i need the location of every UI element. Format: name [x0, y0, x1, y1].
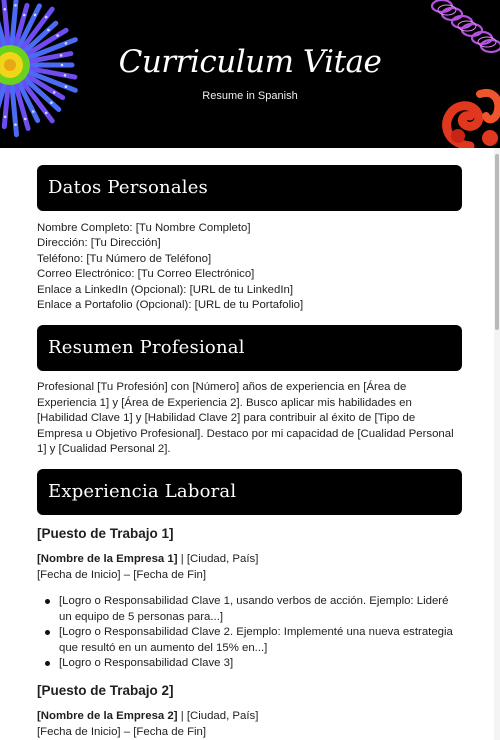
personal-phone-line: Teléfono: [Tu Número de Teléfono]	[37, 252, 212, 265]
job-title: [Puesto de Trabajo 2]	[37, 683, 174, 699]
achievement-item: [Logro o Responsabilidad Clave 1, usando verbos de acción. Ejemplo: Lideré un equipo de 5 personas para...]	[37, 594, 462, 625]
section-header-summary: Resumen Profesional	[37, 325, 462, 371]
cv-title: Curriculum Vitae	[118, 44, 382, 80]
personal-address-line: Dirección: [Tu Dirección]	[37, 237, 161, 250]
company-name: [Nombre de la Empresa 2]	[37, 710, 178, 723]
section-header-experience: Experiencia Laboral	[37, 469, 462, 515]
personal-info-block	[37, 221, 462, 313]
achievement-list	[37, 594, 462, 671]
company-location: | [Ciudad, País]	[177, 710, 259, 723]
job-dates: [Fecha de Inicio] – [Fecha de Fin]	[37, 725, 207, 738]
job-title: [Puesto de Trabajo 1]	[37, 526, 174, 542]
job-company-line	[37, 552, 462, 567]
document-body	[37, 165, 462, 740]
company-name: [Nombre de la Empresa 1]	[37, 553, 178, 566]
job-dates: [Fecha de Inicio] – [Fecha de Fin]	[37, 568, 207, 581]
section-header-personal: Datos Personales	[37, 165, 462, 211]
summary-paragraph: Profesional [Tu Profesión] con [Número] años de experiencia en [Área de Experiencia 1] y [Área de Experiencia 2]. Busco aplicar mis habilidades en [Habilidad Clave 1] y [Habilidad Clave 2] para contribuir al éxito de [Tipo de Empresa u Objetivo Profesional]. Destaco por mi capacidad de [Cualidad Personal 1] y [Cualidad Personal 2].	[37, 381, 454, 456]
header-banner	[0, 0, 500, 148]
personal-portfolio-line: Enlace a Portafolio (Opcional): [URL de tu Portafolio]	[37, 299, 304, 312]
cv-subtitle: Resume in Spanish	[202, 90, 298, 102]
personal-name-line: Nombre Completo: [Tu Nombre Completo]	[37, 222, 251, 234]
company-location: | [Ciudad, País]	[177, 553, 259, 566]
job-company-line	[37, 709, 462, 724]
personal-email-line: Correo Electrónico: [Tu Correo Electrónico]	[37, 268, 255, 281]
achievement-item: [Logro o Responsabilidad Clave 2. Ejemplo: Implementé una nueva estrategia que resultó en un aumento del 15% en...]	[37, 625, 462, 656]
scrollbar-thumb[interactable]	[495, 154, 499, 330]
personal-linkedin-line: Enlace a LinkedIn (Opcional): [URL de tu LinkedIn]	[37, 283, 294, 296]
achievement-item: [Logro o Responsabilidad Clave 3]	[37, 656, 462, 671]
